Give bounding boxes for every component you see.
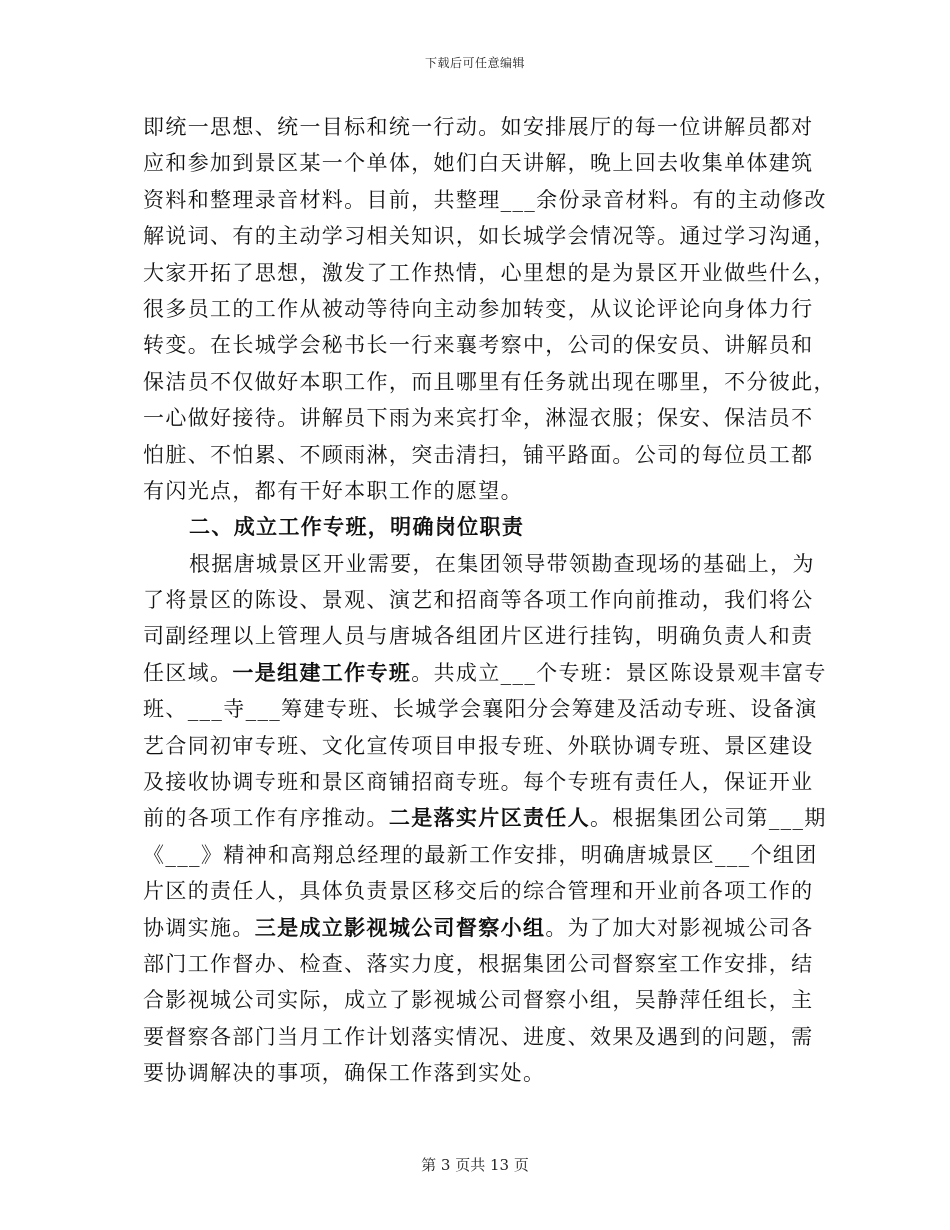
text-line: 《___》精神和高翔总经理的最新工作安排，明确唐城景区___个组团	[143, 842, 818, 867]
section-heading: 二、成立工作专班，明确岗位职责	[189, 514, 525, 540]
text-line: 司副经理以上管理人员与唐城各组团片区进行挂钩，明确负责人和责	[143, 624, 814, 649]
text-line: 有闪光点，都有干好本职工作的愿望。	[143, 478, 523, 503]
text-run: 。根据集团公司第___期	[590, 806, 827, 831]
paragraph-first-line: 根据唐城景区开业需要，在集团领导带领勘查现场的基础上，为	[189, 551, 815, 576]
text-line: 片区的责任人，具体负责景区移交后的综合管理和开业前各项工作的	[143, 879, 814, 904]
text-line: 解说词、有的主动学习相关知识，如长城学会情况等。通过学习沟通，	[143, 224, 836, 249]
text-run: 。为了加大对影视城公司各	[545, 915, 814, 940]
text-line: 要督察各部门当月工作计划落实情况、进度、效果及遇到的问题，需	[143, 1024, 814, 1049]
text-line: 艺合同初审专班、文化宣传项目申报专班、外联协调专班、景区建设	[143, 733, 814, 758]
text-line: 资料和整理录音材料。目前，共整理___余份录音材料。有的主动修改	[143, 187, 827, 212]
text-line: 大家开拓了思想，激发了工作热情，心里想的是为景区开业做些什么，	[143, 260, 836, 285]
document-body	[143, 109, 836, 1092]
text-line: 了将景区的陈设、景观、演艺和招商等各项工作向前推动，我们将公	[143, 588, 814, 613]
text-line: 及接收协调专班和景区商铺招商专班。每个专班有责任人，保证开业	[143, 770, 814, 795]
text-line: 怕脏、不怕累、不顾雨淋，突击清扫，铺平路面。公司的每位员工都	[143, 442, 814, 467]
bold-phrase: 二是落实片区责任人	[388, 805, 591, 831]
text-line: 合影视城公司实际，成立了影视城公司督察小组，吴静萍任组长，主	[143, 988, 814, 1013]
page-number-footer: 第 3 页共 13 页	[421, 1156, 529, 1174]
text-run: 协调实施。	[143, 915, 255, 940]
bold-phrase: 三是成立影视城公司督察小组	[254, 914, 546, 940]
text-line: 应和参加到景区某一个单体，她们白天讲解，晚上回去收集单体建筑	[143, 151, 814, 176]
text-line: 要协调解决的事项，确保工作落到实处。	[143, 1061, 546, 1086]
bold-phrase: 一是组建工作专班	[232, 659, 412, 685]
text-run: 。共成立___个专班：景区陈设景观丰富专	[411, 660, 827, 685]
text-line	[143, 655, 827, 691]
text-line: 部门工作督办、检查、落实力度，根据集团公司督察室工作安排，结	[143, 951, 814, 976]
text-line	[143, 910, 814, 946]
text-line: 很多员工的工作从被动等待向主动参加转变，从议论评论向身体力行	[143, 296, 814, 321]
page-header: 下载后可任意编辑	[424, 56, 525, 70]
text-line: 转变。在长城学会秘书长一行来襄考察中，公司的保安员、讲解员和	[143, 333, 814, 358]
text-line: 即统一思想、统一目标和统一行动。如安排展厅的每一位讲解员都对	[143, 115, 814, 139]
text-line	[143, 800, 827, 836]
text-line: 一心做好接待。讲解员下雨为来宾打伞，淋湿衣服；保安、保洁员不	[143, 406, 814, 431]
text-line: 保洁员不仅做好本职工作，而且哪里有任务就出现在哪里，不分彼此，	[143, 369, 836, 394]
text-run: 任区域。	[143, 660, 233, 685]
text-run: 前的各项工作有序推动。	[143, 806, 389, 831]
text-line: 班、___寺___筹建专班、长城学会襄阳分会筹建及活动专班、设备演	[143, 697, 818, 722]
